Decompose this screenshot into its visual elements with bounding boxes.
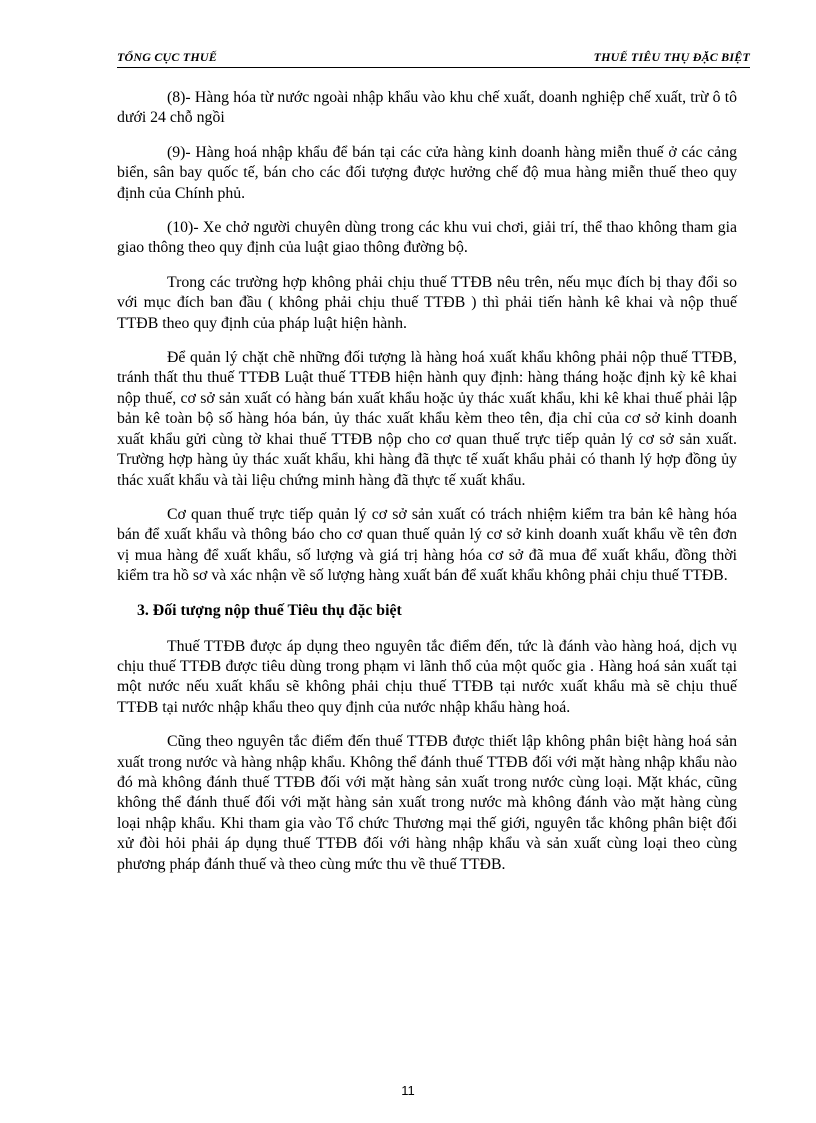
header-right: THUẾ TIÊU THỤ ĐẶC BIỆT — [593, 50, 750, 64]
paragraph: (10)- Xe chở người chuyên dùng trong các khu vui chơi, giải trí, thể thao không tham gia giao thông theo quy định của luật giao thông đường bộ. — [117, 219, 737, 257]
page-body — [117, 88, 737, 889]
paragraph: (9)- Hàng hoá nhập khẩu để bán tại các cửa hàng kinh doanh hàng miễn thuế ở các cảng biển, sân bay quốc tế, bán cho các đối tượng được hưởng chế độ mua hàng miễn thuế theo quy định của Chính phủ. — [117, 143, 737, 202]
paragraph: Để quản lý chặt chẽ những đối tượng là hàng hoá xuất khẩu không phải nộp thuế TTĐB, tránh thất thu thuế TTĐB Luật thuế TTĐB hiện hành quy định: hàng tháng hoặc định kỳ kê khai nộp thuế, cơ sở sản xuất có hàng bán xuất khẩu hoặc ủy thác xuất khẩu, khi kê khai thuế phải lập bản kê toàn bộ số hàng hóa bán, ủy thác xuất khẩu kèm theo tên, địa chỉ của cơ sở kinh doanh xuất khẩu gửi cùng tờ khai thuế TTĐB nộp cho cơ quan thuế trực tiếp quản lý cơ sở sản xuất. Trường hợp hàng ủy thác xuất khẩu, khi hàng đã thực tế xuất khẩu phải có thanh lý hợp đồng ủy thác xuất khẩu và tài liệu chứng minh hàng đã thực tế xuất khẩu. — [117, 349, 737, 489]
paragraph: Cũng theo nguyên tắc điểm đến thuế TTĐB được thiết lập không phân biệt hàng hoá sản xuất trong nước và hàng nhập khẩu. Không thể đánh thuế TTĐB đối với mặt hàng nhập khẩu nào đó mà không đánh thuế TTĐB đối với mặt hàng sản xuất trong nước cùng loại. Mặt khác, cũng không thể đánh thuế đối với mặt hàng sản xuất trong nước mà không đánh vào mặt hàng cùng loại nhập khẩu. Khi tham gia vào Tổ chức Thương mại thế giới, nguyên tắc không phân biệt đối xử đòi hỏi phải áp dụng thuế TTĐB đối với hàng nhập khẩu và sản xuất cùng loại theo cùng phương pháp đánh thuế và theo cùng mức thu về thuế TTĐB. — [117, 733, 737, 873]
running-header — [117, 46, 750, 68]
paragraph: Trong các trường hợp không phải chịu thuế TTĐB nêu trên, nếu mục đích bị thay đổi so với mục đích ban đầu ( không phải chịu thuế TTĐB ) thì phải tiến hành kê khai và nộp thuế TTĐB theo quy định của pháp luật hiện hành. — [117, 273, 737, 332]
paragraph: Cơ quan thuế trực tiếp quản lý cơ sở sản xuất có trách nhiệm kiểm tra bản kê hàng hóa bán để xuất khẩu và thông báo cho cơ quan thuế quản lý cơ sở kinh doanh xuất khẩu về tên đơn vị mua hàng để xuất khẩu, số lượng và giá trị hàng hóa cơ sở đã mua để xuất khẩu, đồng thời kiểm tra hồ sơ và xác nhận về số lượng hàng xuất bán để xuất khẩu không phải chịu thuế TTĐB. — [117, 505, 737, 585]
header-left: TỔNG CỤC THUẾ — [117, 50, 217, 64]
paragraph: (8)- Hàng hóa từ nước ngoài nhập khẩu vào khu chế xuất, doanh nghiệp chế xuất, trừ ô tô dưới 24 chỗ ngồi — [117, 89, 737, 127]
page-number: 11 — [401, 1083, 415, 1098]
header-rule — [117, 67, 750, 68]
section-heading: 3. Đối tượng nộp thuế Tiêu thụ đặc biệt — [137, 601, 402, 619]
paragraph: Thuế TTĐB được áp dụng theo nguyên tắc điểm đến, tức là đánh vào hàng hoá, dịch vụ chịu thuế TTĐB được tiêu dùng trong phạm vi lãnh thổ của một quốc gia . Hàng hoá sản xuất tại một nước nếu xuất khẩu sẽ không phải chịu thuế TTĐB tại nước xuất khẩu mà sẽ chịu thuế TTĐB tại nước nhập khẩu theo quy định của nước nhập khẩu hàng hoá. — [117, 637, 737, 716]
